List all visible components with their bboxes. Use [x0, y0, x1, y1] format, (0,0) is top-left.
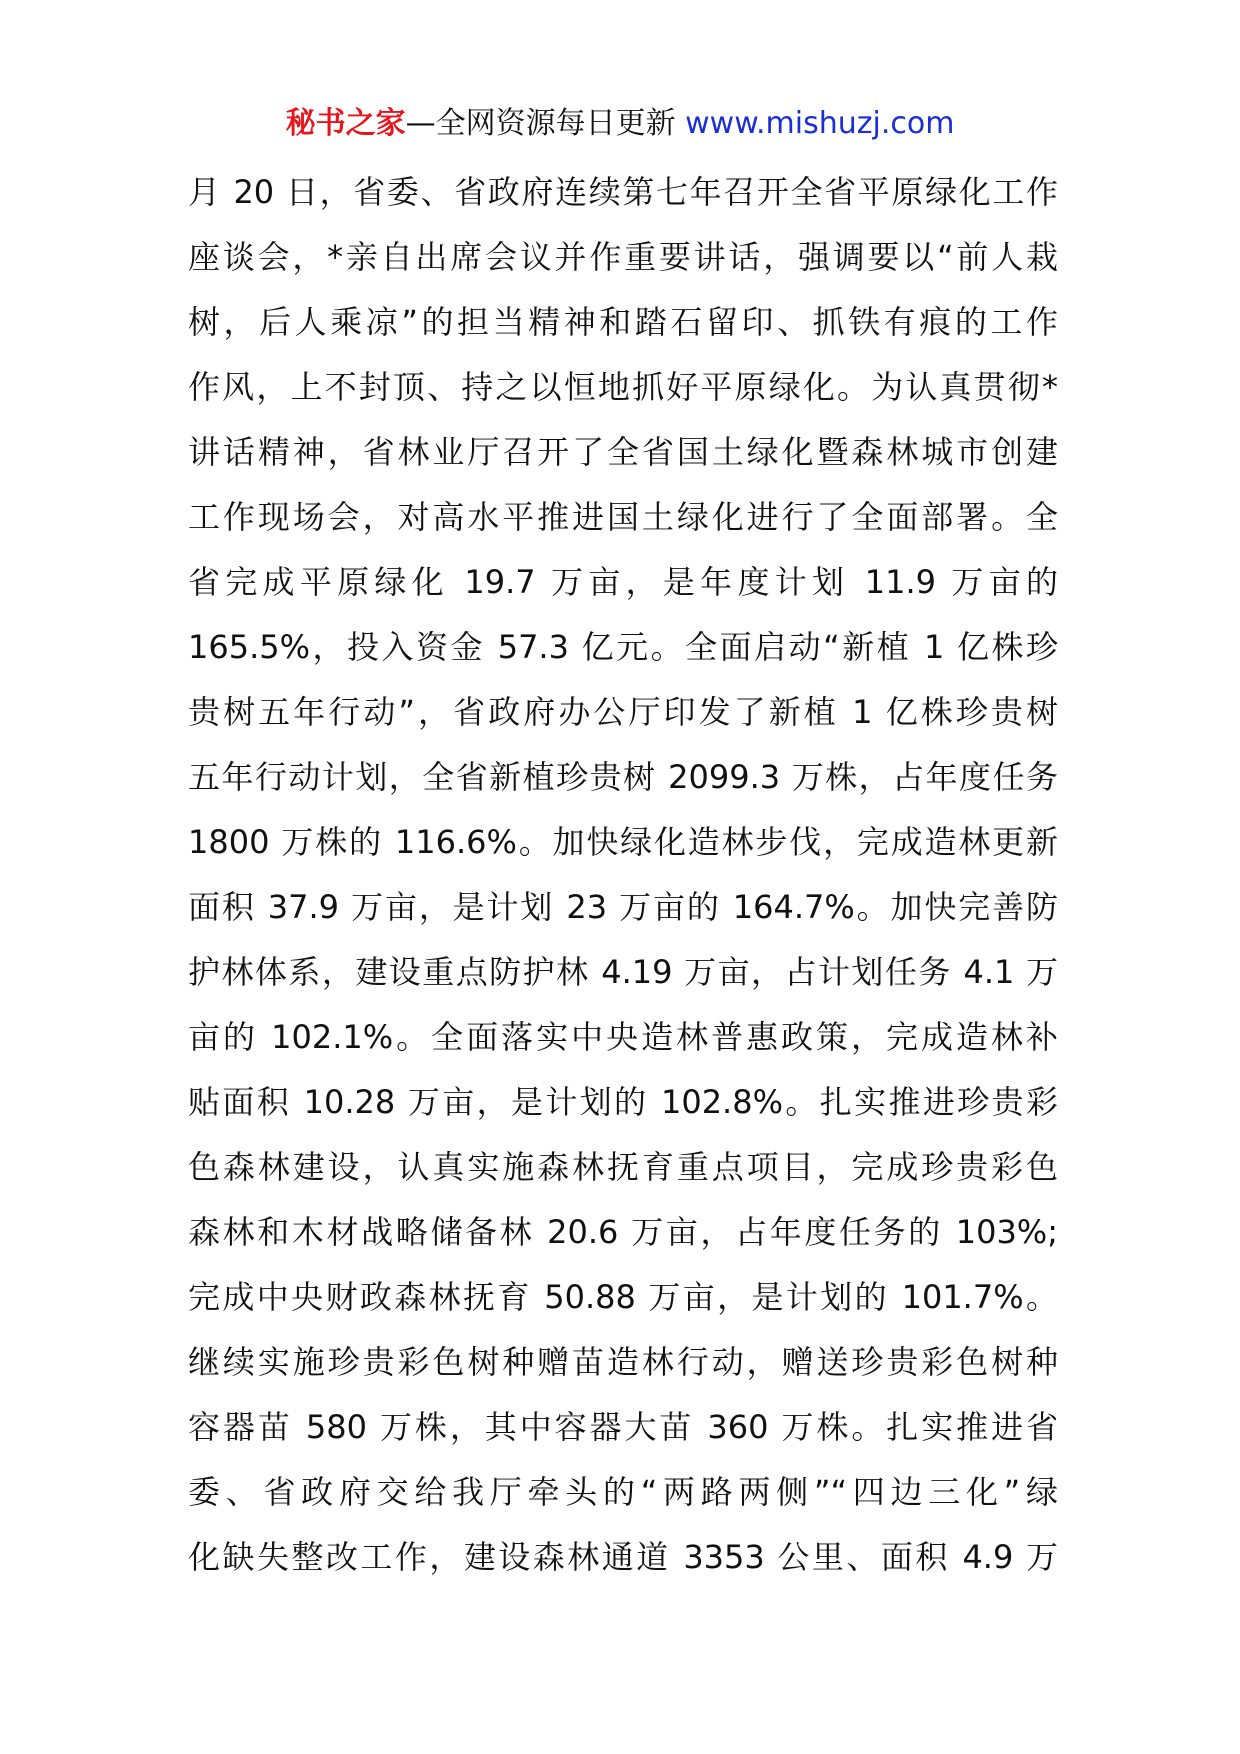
body-line: 色森林建设，认真实施森林抚育重点项目，完成珍贵彩色: [188, 1148, 1058, 1186]
body-line: 贵树五年行动”，省政府办公厅印发了新植 1 亿株珍贵树: [188, 693, 1058, 731]
body-line: 讲话精神，省林业厅召开了全省国土绿化暨森林城市创建: [188, 433, 1058, 471]
body-line: 贴面积 10.28 万亩，是计划的 102.8%。扎实推进珍贵彩: [188, 1083, 1058, 1121]
body-line: 化缺失整改工作，建设森林通道 3353 公里、面积 4.9 万: [188, 1538, 1058, 1576]
body-line: 五年行动计划，全省新植珍贵树 2099.3 万株，占年度任务: [188, 758, 1058, 796]
body-line: 亩的 102.1%。全面落实中央造林普惠政策，完成造林补: [188, 1018, 1058, 1056]
body-line: 工作现场会，对高水平推进国土绿化进行了全面部署。全: [188, 498, 1058, 536]
body-line: 委、省政府交给我厅牵头的“两路两侧”“四边三化”绿: [188, 1473, 1058, 1511]
body-line: 座谈会，*亲自出席会议并作重要讲话，强调要以“前人栽: [188, 238, 1058, 276]
header-tagline: —全网资源每日更新: [405, 106, 676, 141]
body-line: 完成中央财政森林抚育 50.88 万亩，是计划的 101.7%。: [188, 1278, 1058, 1316]
body-line: 继续实施珍贵彩色树种赠苗造林行动，赠送珍贵彩色树种: [188, 1343, 1058, 1381]
body-line: 森林和木材战略储备林 20.6 万亩，占年度任务的 103%;: [188, 1213, 1058, 1251]
body-line: 1800 万株的 116.6%。加快绿化造林步伐，完成造林更新: [188, 823, 1058, 861]
page-header: [0, 104, 1240, 144]
body-line: 面积 37.9 万亩，是计划 23 万亩的 164.7%。加快完善防: [188, 888, 1058, 926]
body-line: 作风，上不封顶、持之以恒地抓好平原绿化。为认真贯彻*: [188, 368, 1058, 406]
body-line: 树，后人乘凉”的担当精神和踏石留印、抓铁有痕的工作: [188, 303, 1058, 341]
body-line: 165.5%，投入资金 57.3 亿元。全面启动“新植 1 亿株珍: [188, 628, 1058, 666]
body-line: 容器苗 580 万株，其中容器大苗 360 万株。扎实推进省: [188, 1408, 1058, 1446]
header-url-link[interactable]: www.mishuzj.com: [685, 106, 955, 141]
body-line: 省完成平原绿化 19.7 万亩，是年度计划 11.9 万亩的: [188, 563, 1058, 601]
body-line: 护林体系，建设重点防护林 4.19 万亩，占计划任务 4.1 万: [188, 953, 1058, 991]
body-line: 月 20 日，省委、省政府连续第七年召开全省平原绿化工作: [188, 173, 1058, 211]
header-brand: 秘书之家: [285, 106, 406, 141]
document-body: [188, 160, 1058, 1590]
